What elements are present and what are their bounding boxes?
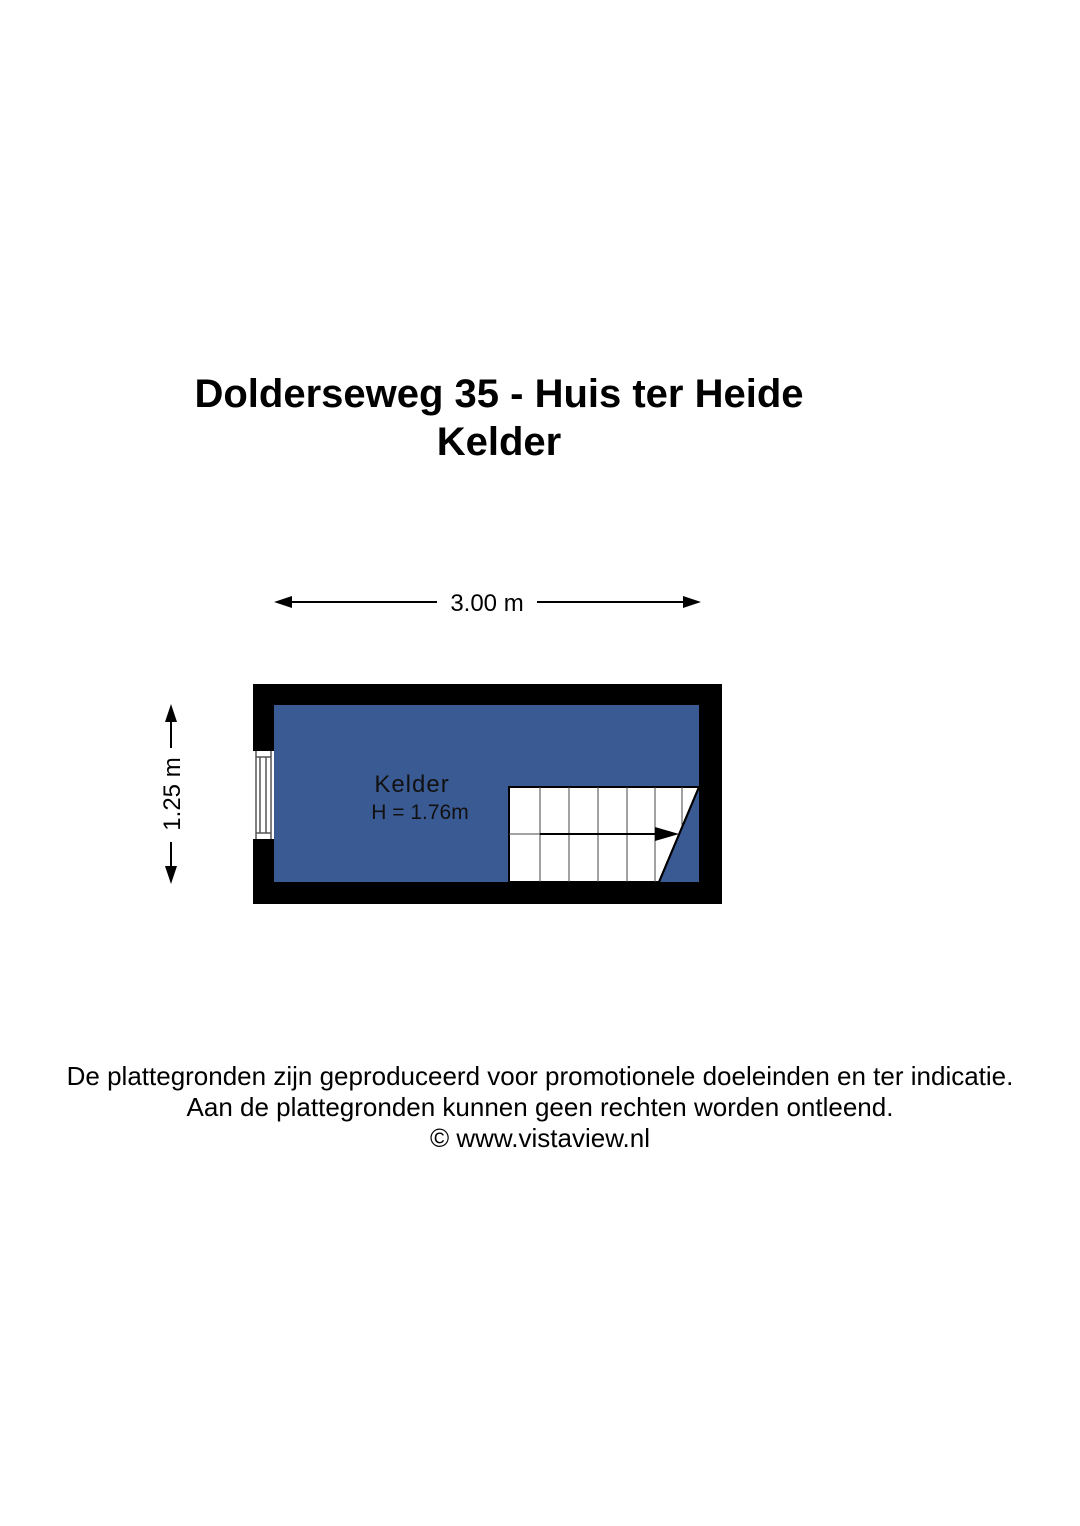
- room-name: Kelder: [374, 771, 450, 798]
- width-dimension: [274, 590, 701, 617]
- arrow-right-icon: [683, 596, 701, 608]
- plan-title-floor: Kelder: [436, 420, 562, 464]
- height-dimension: [159, 704, 186, 884]
- height-dimension-label: 1.25 m: [159, 757, 186, 831]
- disclaimer-line-1: De plattegronden zijn geproduceerd voor promotionele doeleinden en ter indicatie.: [66, 1061, 1014, 1091]
- width-dimension-label: 3.00 m: [450, 590, 524, 617]
- arrow-left-icon: [274, 596, 292, 608]
- disclaimer-line-2: Aan de plattegronden kunnen geen rechten worden ontleend.: [186, 1092, 894, 1122]
- arrow-up-icon: [165, 704, 177, 722]
- window: [253, 751, 274, 839]
- plan-title-address: Dolderseweg 35 - Huis ter Heide: [194, 372, 804, 416]
- arrow-down-icon: [165, 866, 177, 884]
- copyright-line: © www.vistaview.nl: [430, 1123, 650, 1153]
- room-height: H = 1.76m: [371, 801, 469, 824]
